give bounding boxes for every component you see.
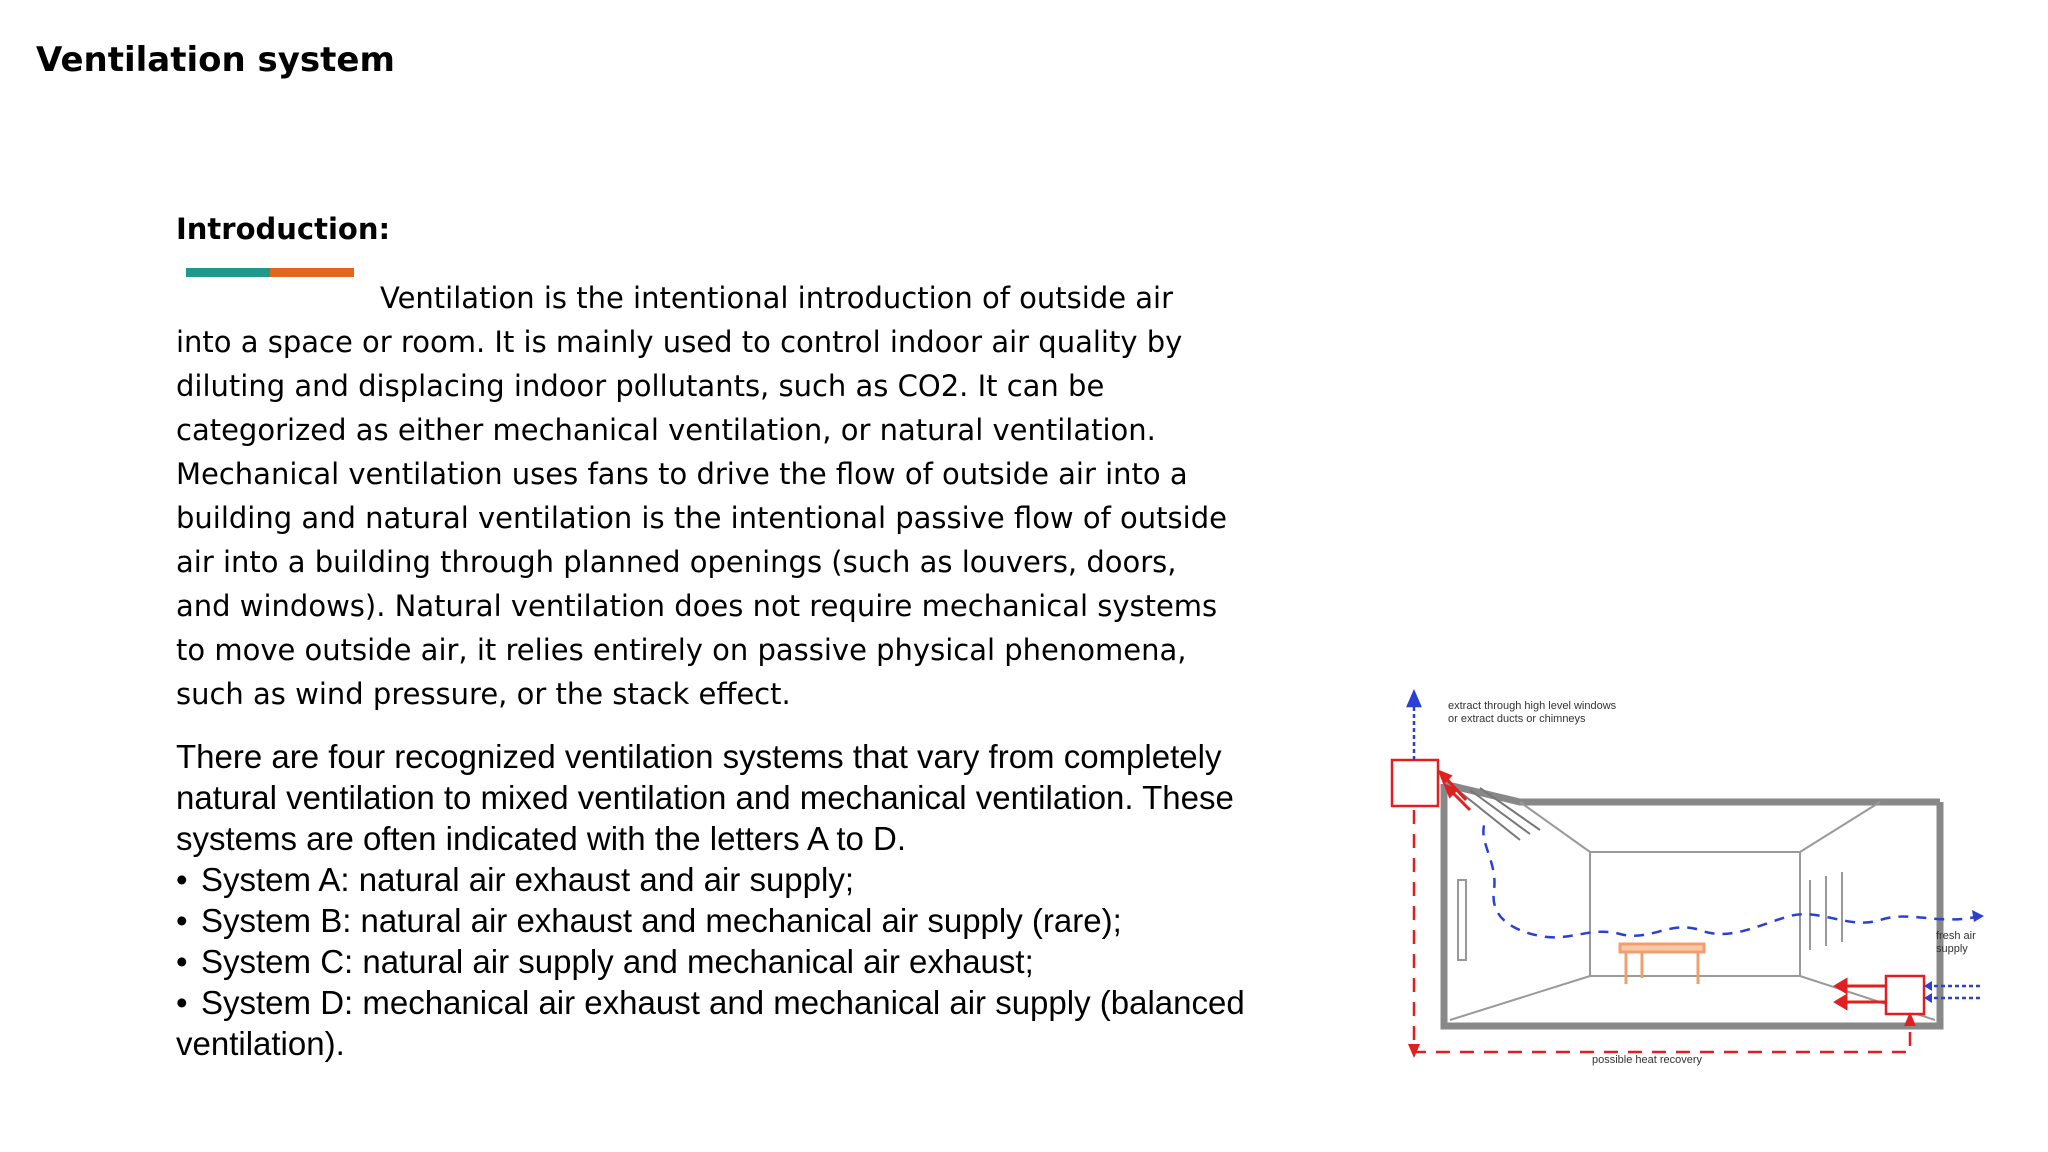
extract-unit-icon [1392, 760, 1438, 806]
supply-arrows [1836, 980, 1886, 1008]
heat-recovery-line [1414, 810, 1910, 1052]
right-arrow-icon [1972, 910, 1984, 922]
list-item [176, 859, 1256, 900]
intro-paragraph: Ventilation is the intentional introduction of outside air into a space or room. It is mainly used to control indoor air quality by diluting and displacing indoor pollutants, such as CO2. It can be categorized as either mechanical ventilation, or natural ventilation. Mechanical ventilation uses fans to drive the flow of outside air into a building and natural ventilation is the intentional passive flow of outside air into a building through planned openings (such as louvers, doors, and windows). Natural ventilation does not require mechanical systems to move outside air, it relies entirely on passive physical phenomena, such as wind pressure, or the stack effect. [176, 281, 1227, 711]
right-window [1810, 872, 1842, 950]
bullet-icon: • [176, 943, 188, 980]
bullet-icon: • [176, 984, 188, 1021]
system-c-text: System C: natural air supply and mechanical air exhaust; [201, 943, 1034, 980]
airflow-path [1483, 820, 1980, 937]
system-d-text: System D: mechanical air exhaust and mechanical air supply (balanced ventilation). [176, 984, 1245, 1062]
label-heat-recovery: possible heat recovery [1592, 1054, 1703, 1066]
table-icon [1620, 944, 1704, 984]
list-item [176, 941, 1256, 982]
page-title: Ventilation system [36, 40, 395, 80]
bullet-icon: • [176, 861, 188, 898]
wall-vent-icon [1458, 880, 1466, 960]
list-item [176, 982, 1256, 1064]
list-item [176, 900, 1256, 941]
systems-list [176, 859, 1256, 1064]
label-fresh-air: fresh air supply [1936, 930, 1976, 955]
room-outline [1444, 784, 1940, 1026]
supply-unit-icon [1886, 976, 1924, 1014]
systems-lead: There are four recognized ventilation systems that vary from completely natural ventilation to mixed ventilation and mechanical ventilation. These systems are often indicated with the letters A to D. [176, 738, 1234, 857]
ventilation-diagram [1380, 680, 2000, 1080]
system-a-text: System A: natural air exhaust and air supply; [201, 861, 855, 898]
system-b-text: System B: natural air exhaust and mechanical air supply (rare); [201, 902, 1122, 939]
ventilation-diagram-svg [1380, 680, 2000, 1080]
blue-extract-arrow [1408, 692, 1420, 760]
systems-block [176, 736, 1256, 1064]
label-extract: extract through high level windows or extract ducts or chimneys [1448, 700, 1617, 725]
bullet-icon: • [176, 902, 188, 939]
section-heading: Introduction: [176, 212, 391, 246]
